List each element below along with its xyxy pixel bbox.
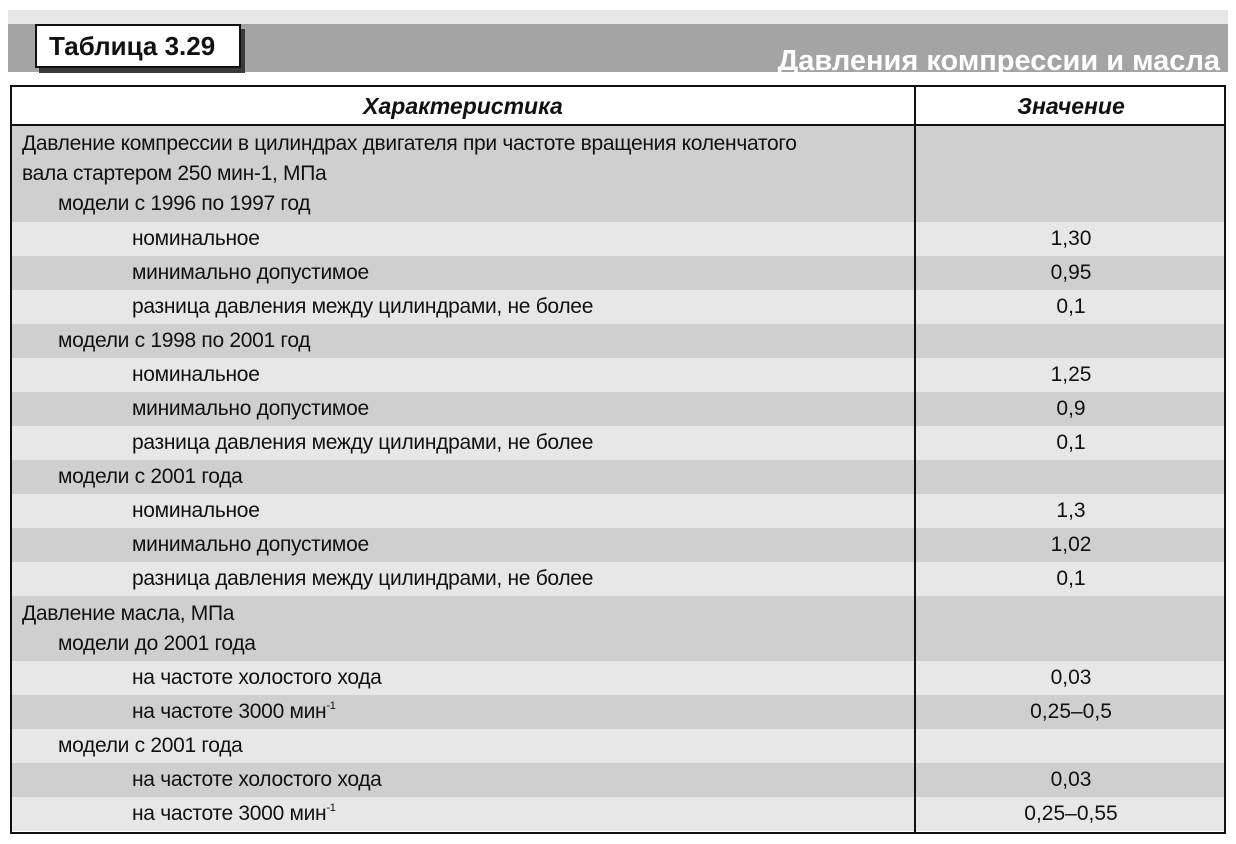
row-label: номинальное bbox=[132, 499, 260, 522]
row-label: разница давления между цилиндрами, не более bbox=[132, 567, 594, 590]
table-row bbox=[12, 596, 1224, 661]
unit-superscript: -1 bbox=[326, 802, 336, 814]
row-value: 1,25 bbox=[1050, 363, 1092, 386]
table-row bbox=[12, 528, 1224, 562]
row-value: 0,1 bbox=[1056, 295, 1086, 318]
table-number-label: Таблица 3.29 bbox=[35, 24, 241, 68]
row-value: 0,03 bbox=[1050, 666, 1092, 689]
row-label: разница давления между цилиндрами, не более bbox=[132, 295, 594, 318]
row-label: разница давления между цилиндрами, не более bbox=[132, 431, 594, 454]
row-label bbox=[12, 799, 1032, 829]
row-value: 0,1 bbox=[1056, 431, 1086, 454]
row-label: минимально допустимое bbox=[132, 261, 369, 284]
row-label: номинальное bbox=[132, 363, 260, 386]
header-characteristic: Характеристика bbox=[363, 93, 563, 119]
row-value: 0,25–0,5 bbox=[1030, 700, 1112, 723]
row-label bbox=[12, 697, 1032, 727]
banner-top-strip bbox=[8, 10, 1228, 24]
table-row bbox=[12, 358, 1224, 392]
row-label: модели с 2001 года bbox=[58, 734, 243, 757]
row-label-line: модели до 2001 года bbox=[58, 632, 256, 655]
table-row bbox=[12, 494, 1224, 528]
table-banner bbox=[8, 10, 1228, 82]
table-row bbox=[12, 392, 1224, 426]
row-label: номинальное bbox=[132, 227, 260, 250]
row-label: модели с 2001 года bbox=[58, 465, 243, 488]
table-row bbox=[12, 763, 1224, 797]
row-label-text: на частоте 3000 мин bbox=[132, 802, 327, 825]
row-label bbox=[12, 599, 912, 659]
table-header-row bbox=[12, 87, 1224, 126]
table-row bbox=[12, 695, 1224, 729]
header-value: Значение bbox=[1017, 93, 1125, 119]
row-value: 0,9 bbox=[1056, 397, 1086, 420]
row-label-line: модели с 1996 по 1997 год bbox=[58, 192, 311, 215]
row-value: 0,03 bbox=[1050, 768, 1092, 791]
row-value: 1,02 bbox=[1050, 533, 1092, 556]
row-value: 0,95 bbox=[1050, 261, 1092, 284]
row-label: на частоте холостого хода bbox=[132, 666, 382, 689]
row-label-line: Давление компрессии в цилиндрах двигателя при частоте вращения коленчатого bbox=[22, 132, 797, 155]
row-label bbox=[12, 129, 912, 219]
table-row bbox=[12, 324, 1224, 358]
row-label-line: Давление масла, МПа bbox=[22, 602, 235, 625]
table-row bbox=[12, 290, 1224, 324]
table-row bbox=[12, 460, 1224, 494]
unit-superscript: -1 bbox=[326, 700, 336, 712]
row-value: 0,25–0,55 bbox=[1024, 802, 1118, 825]
table-body bbox=[12, 126, 1224, 831]
data-table bbox=[10, 85, 1226, 834]
column-divider bbox=[914, 87, 916, 832]
table-row bbox=[12, 126, 1224, 222]
table-row bbox=[12, 562, 1224, 596]
table-row bbox=[12, 729, 1224, 763]
table-row bbox=[12, 797, 1224, 831]
table-row bbox=[12, 426, 1224, 460]
table-row bbox=[12, 256, 1224, 290]
table-title: Давления компрессии и масла bbox=[777, 45, 1220, 77]
row-label-text: на частоте 3000 мин bbox=[132, 700, 327, 723]
row-value: 0,1 bbox=[1056, 567, 1086, 590]
row-label: модели с 1998 по 2001 год bbox=[58, 329, 311, 352]
row-value: 1,3 bbox=[1056, 499, 1086, 522]
row-label: минимально допустимое bbox=[132, 397, 369, 420]
row-value: 1,30 bbox=[1050, 227, 1092, 250]
table-row bbox=[12, 222, 1224, 256]
row-label: минимально допустимое bbox=[132, 533, 369, 556]
row-label-line: вала стартером 250 мин-1, МПа bbox=[22, 162, 327, 185]
table-row bbox=[12, 661, 1224, 695]
row-label: на частоте холостого хода bbox=[132, 768, 382, 791]
